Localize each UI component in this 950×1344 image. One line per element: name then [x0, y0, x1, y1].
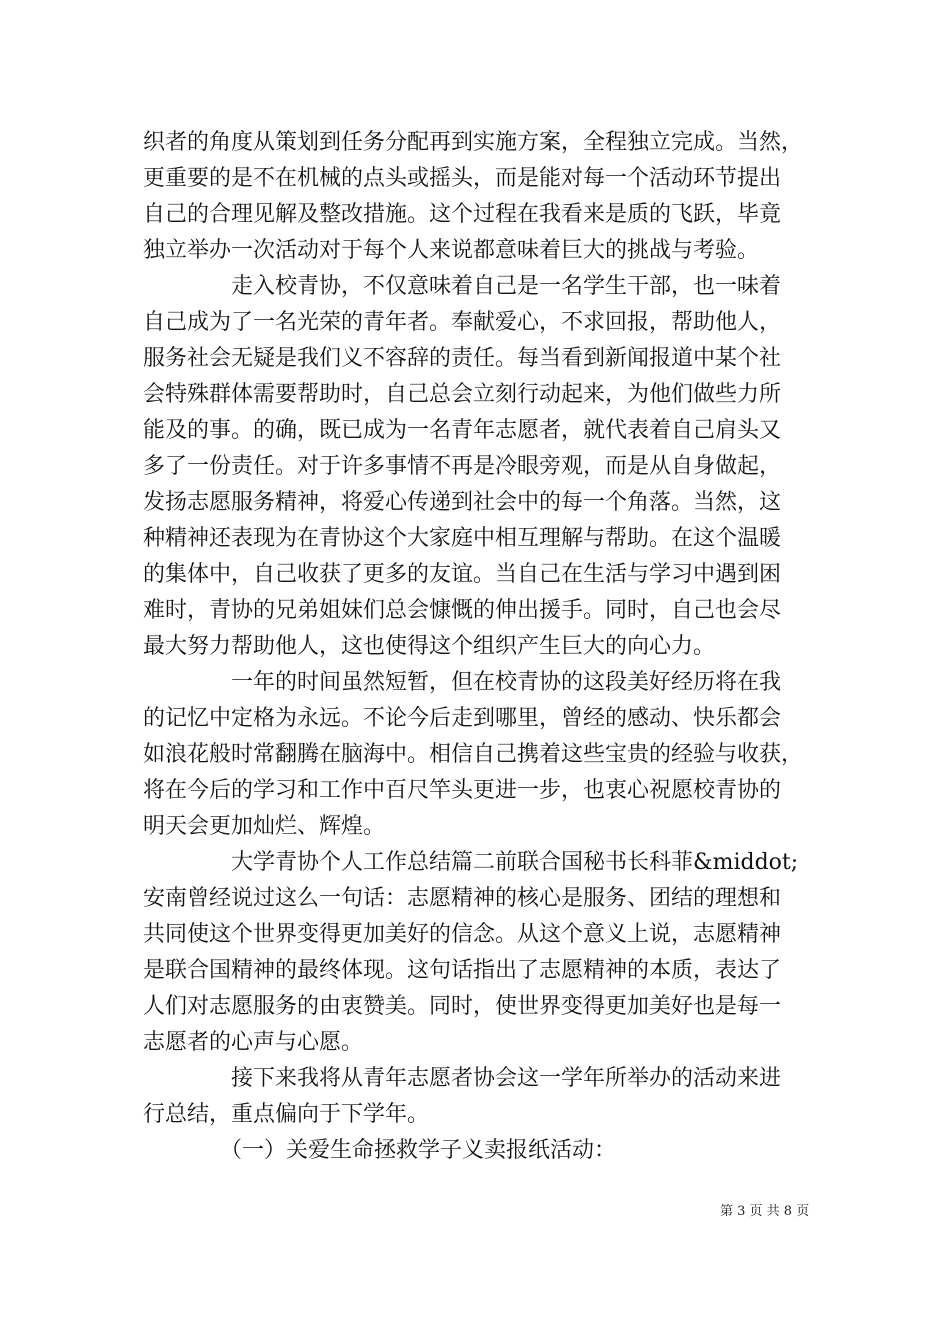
text-line: 安南曾经说过这么一句话：志愿精神的核心是服务、团结的理想和 [143, 886, 782, 911]
text-line: 最大努力帮助他人，这也使得这个组织产生巨大的向心力。 [143, 634, 716, 659]
text-line: 种精神还表现为在青协这个大家庭中相互理解与帮助。在这个温暖 [143, 526, 782, 551]
text-line: 接下来我将从青年志愿者协会这一学年所举办的活动来进 [143, 1066, 782, 1091]
text-line: 将在今后的学习和工作中百尺竿头更进一步，也衷心祝愿校青协的 [143, 778, 782, 803]
text-line: 人们对志愿服务的由衷赞美。同时，使世界变得更加美好也是每一 [143, 994, 782, 1019]
text-line: 志愿者的心声与心愿。 [143, 1030, 364, 1055]
text-line: 织者的角度从策划到任务分配再到实施方案，全程独立完成。当然， [143, 130, 804, 155]
page-number: 第 3 页 共 8 页 [720, 1204, 810, 1219]
text-line: 一年的时间虽然短暂，但在校青协的这段美好经历将在我 [143, 670, 782, 695]
text-line: 多了一份责任。对于许多事情不再是冷眼旁观，而是从自身做起， [143, 454, 782, 479]
text-line: 服务社会无疑是我们义不容辞的责任。每当看到新闻报道中某个社 [143, 346, 782, 371]
text-line: 的记忆中定格为永远。不论今后走到哪里，曾经的感动、快乐都会 [143, 706, 782, 731]
text-line: 大学青协个人工作总结篇二前联合国秘书长科菲&middot; [143, 850, 799, 875]
text-line: 的集体中，自己收获了更多的友谊。当自己在生活与学习中遇到困 [143, 562, 782, 587]
text-line: 行总结，重点偏向于下学年。 [143, 1102, 430, 1127]
text-line: （一）关爱生命拯救学子义卖报纸活动： [143, 1138, 617, 1163]
text-line: 会特殊群体需要帮助时，自己总会立刻行动起来，为他们做些力所 [143, 382, 782, 407]
text-line: 难时，青协的兄弟姐妹们总会慷慨的伸出援手。同时，自己也会尽 [143, 598, 782, 623]
text-line: 共同使这个世界变得更加美好的信念。从这个意义上说，志愿精神 [143, 922, 782, 947]
text-line: 自己的合理见解及整改措施。这个过程在我看来是质的飞跃，毕竟 [143, 202, 782, 227]
text-line: 走入校青协，不仅意味着自己是一名学生干部，也一味着 [143, 274, 782, 299]
text-line: 如浪花般时常翻腾在脑海中。相信自己携着这些宝贵的经验与收获， [143, 742, 804, 767]
text-line: 发扬志愿服务精神，将爱心传递到社会中的每一个角落。当然，这 [143, 490, 782, 515]
text-line: 是联合国精神的最终体现。这句话指出了志愿精神的本质，表达了 [143, 958, 782, 983]
text-line: 明天会更加灿烂、辉煌。 [143, 814, 386, 839]
text-line: 自己成为了一名光荣的青年者。奉献爱心，不求回报，帮助他人， [143, 310, 782, 335]
text-line: 能及的事。的确，既已成为一名青年志愿者，就代表着自己肩头又 [143, 418, 782, 443]
text-line: 更重要的是不在机械的点头或摇头，而是能对每一个活动环节提出 [143, 166, 782, 191]
text-line: 独立举办一次活动对于每个人来说都意味着巨大的挑战与考验。 [143, 238, 760, 263]
